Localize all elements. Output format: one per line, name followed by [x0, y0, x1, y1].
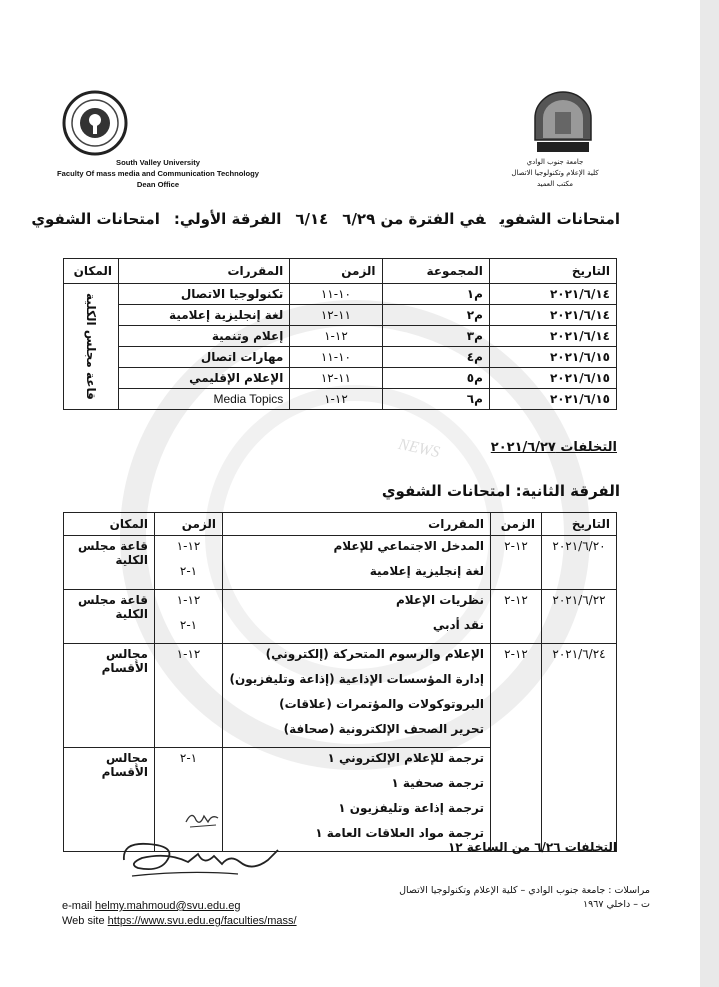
- university-logo: [527, 88, 599, 156]
- course-line: ترجمة إذاعة وتليفزيون ١: [338, 801, 484, 815]
- cell-date: ٢٠٢١/٦/١٤: [489, 284, 616, 305]
- cell-time: ١٠-١١: [290, 347, 382, 368]
- cell-group: م٣: [382, 326, 489, 347]
- col-header-courses: المقررات: [119, 259, 290, 284]
- header-ar-line: جامعة جنوب الوادي: [526, 158, 584, 166]
- cell-time: ١٢-٢: [491, 644, 542, 852]
- cell-place: قاعة مجلس الكلية: [64, 536, 155, 590]
- cell-date: ٢٠٢١/٦/١٤: [489, 326, 616, 347]
- course-line: البروتوكولات والمؤتمرات (علاقات): [279, 697, 484, 711]
- phone-line: ت – داخلي ١٩٦٧: [583, 899, 650, 910]
- university-header-en: [48, 157, 268, 190]
- cell-date: ٢٠٢١/٦/٢٤: [542, 644, 617, 852]
- table-row: [64, 326, 617, 347]
- cell-place: قاعة مجلس الكلية: [64, 590, 155, 644]
- section1-title: [31, 210, 620, 228]
- course-line: ترجمة مواد العلاقات العامة ١: [315, 826, 484, 840]
- cell-time: ١١-١٢: [290, 368, 382, 389]
- header-en-line: Faculty Of mass media and Communication Technology: [57, 169, 259, 178]
- cell-group: م٦: [382, 389, 489, 410]
- cell-time: ١٠-١١: [290, 284, 382, 305]
- title-part: امتحانات الشفوي: [31, 210, 160, 228]
- course-line: ترجمة للإعلام الإلكتروني ١: [327, 751, 484, 765]
- cell-course: لغة إنجليزية إعلامية: [119, 305, 290, 326]
- first-year-makeup-date: التخلفات ٢٠٢١/٦/٢٧: [490, 440, 617, 455]
- header-ar-line: مكتب العميد: [536, 180, 574, 188]
- title-part: امتحانات الشفوي: [499, 210, 620, 228]
- course-line: نقد أدبي: [432, 618, 484, 632]
- time-line: ١٢-١: [176, 647, 201, 661]
- email-label: e-mail: [62, 900, 92, 912]
- cell-oral-time: [155, 536, 223, 590]
- col-header-place: المكان: [64, 513, 155, 536]
- cell-date: ٢٠٢١/٦/١٥: [489, 389, 616, 410]
- cell-date: ٢٠٢١/٦/١٤: [489, 305, 616, 326]
- col-header-courses: المقررات: [223, 513, 491, 536]
- table-row: [64, 347, 617, 368]
- table-row: [64, 536, 617, 590]
- table-row: [64, 305, 617, 326]
- cell-place: مجالس الأقسام: [64, 644, 155, 748]
- cell-course: إعلام وتنمية: [119, 326, 290, 347]
- course-line: ترجمة صحفية ١: [391, 776, 484, 790]
- cell-courses: [223, 536, 491, 590]
- col-header-time: الزمن: [290, 259, 382, 284]
- faculty-logo: [62, 90, 128, 156]
- col-header-oral-time: الزمن: [155, 513, 223, 536]
- table-header-row: [64, 513, 617, 536]
- cell-group: م٥: [382, 368, 489, 389]
- cell-date: ٢٠٢١/٦/١٥: [489, 368, 616, 389]
- cell-date: ٢٠٢١/٦/٢٠: [542, 536, 617, 590]
- title-part: في الفترة من ٦/١٤: [295, 210, 486, 228]
- table-row: [64, 389, 617, 410]
- handwritten-initials: [182, 806, 222, 830]
- course-line: الإعلام والرسوم المتحركة (إلكتروني): [265, 647, 484, 661]
- cell-group: م٢: [382, 305, 489, 326]
- correspondence-line: مراسلات : جامعة جنوب الوادي – كلية الإعلام وتكنولوجيا الاتصال: [399, 885, 650, 896]
- col-header-place: المكان: [64, 259, 119, 284]
- cell-time: ١٢-١: [290, 326, 382, 347]
- cell-group: م٤: [382, 347, 489, 368]
- handwritten-signature: [118, 832, 288, 882]
- header-en-line: South Valley University: [116, 158, 200, 167]
- cell-oral-time: [155, 590, 223, 644]
- time-line: ١-٢: [179, 618, 198, 632]
- cell-courses: [223, 590, 491, 644]
- title-part: ٦/٢٩: [342, 210, 376, 228]
- cell-date: ٢٠٢١/٦/١٥: [489, 347, 616, 368]
- col-header-date: التاريخ: [542, 513, 617, 536]
- cell-time: ١١-١٢: [290, 305, 382, 326]
- time-line: ١-٢: [179, 564, 198, 578]
- section2-title: الفرقة الثانية: امتحانات الشفوي: [381, 482, 620, 500]
- footer-correspondence: [330, 884, 650, 912]
- title-part: الفرقة الأولي:: [173, 210, 282, 228]
- website-label: Web site: [62, 915, 105, 927]
- course-line: نظريات الإعلام: [395, 593, 484, 607]
- email-link[interactable]: helmy.mahmoud@svu.edu.eg: [95, 900, 241, 912]
- time-line: ١٢-١: [176, 593, 201, 607]
- first-year-schedule-table: [63, 258, 617, 410]
- course-line: لغة إنجليزية إعلامية: [369, 564, 484, 578]
- time-line: ١-٢: [179, 751, 198, 765]
- website-link[interactable]: https://www.svu.edu.eg/faculties/mass/: [107, 915, 297, 927]
- cell-place: قاعة مجلس الكلية: [64, 284, 119, 410]
- cell-course: Media Topics: [119, 389, 290, 410]
- table-header-row: [64, 259, 617, 284]
- table-row: [64, 644, 617, 748]
- cell-oral-time: [155, 644, 223, 748]
- time-line: ١٢-١: [176, 539, 201, 553]
- cell-courses: [223, 644, 491, 748]
- col-header-time: الزمن: [491, 513, 542, 536]
- course-line: المدخل الاجتماعي للإعلام: [333, 539, 484, 553]
- header-ar-line: كلية الإعلام وتكنولوجيا الاتصال: [511, 169, 599, 177]
- cell-place: مجالس الأقسام: [64, 748, 155, 852]
- second-year-schedule-table: [63, 512, 617, 852]
- second-year-makeup-date: التخلفات ٦/٢٦ من الساعة ١٢: [447, 840, 617, 854]
- table-row: [64, 284, 617, 305]
- course-line: إدارة المؤسسات الإذاعية (إذاعة وتليفزيون): [229, 672, 484, 686]
- cell-course: الإعلام الإقليمي: [119, 368, 290, 389]
- cell-date: ٢٠٢١/٦/٢٢: [542, 590, 617, 644]
- cell-time: ١٢-٢: [491, 536, 542, 590]
- cell-time: ١٢-٢: [491, 590, 542, 644]
- watermark-news-text: NEWS: [396, 435, 442, 462]
- header-en-line: Dean Office: [136, 180, 180, 189]
- table-row: [64, 590, 617, 644]
- university-header-ar: [470, 157, 640, 190]
- col-header-group: المجموعة: [382, 259, 489, 284]
- col-header-date: التاريخ: [489, 259, 616, 284]
- cell-course: تكنولوجيا الاتصال: [119, 284, 290, 305]
- cell-group: م١: [382, 284, 489, 305]
- cell-time: ١٢-١: [290, 389, 382, 410]
- table-row: [64, 368, 617, 389]
- footer-contact: [62, 899, 362, 929]
- cell-course: مهارات اتصال: [119, 347, 290, 368]
- course-line: تحرير الصحف الإلكترونية (صحافة): [283, 722, 484, 736]
